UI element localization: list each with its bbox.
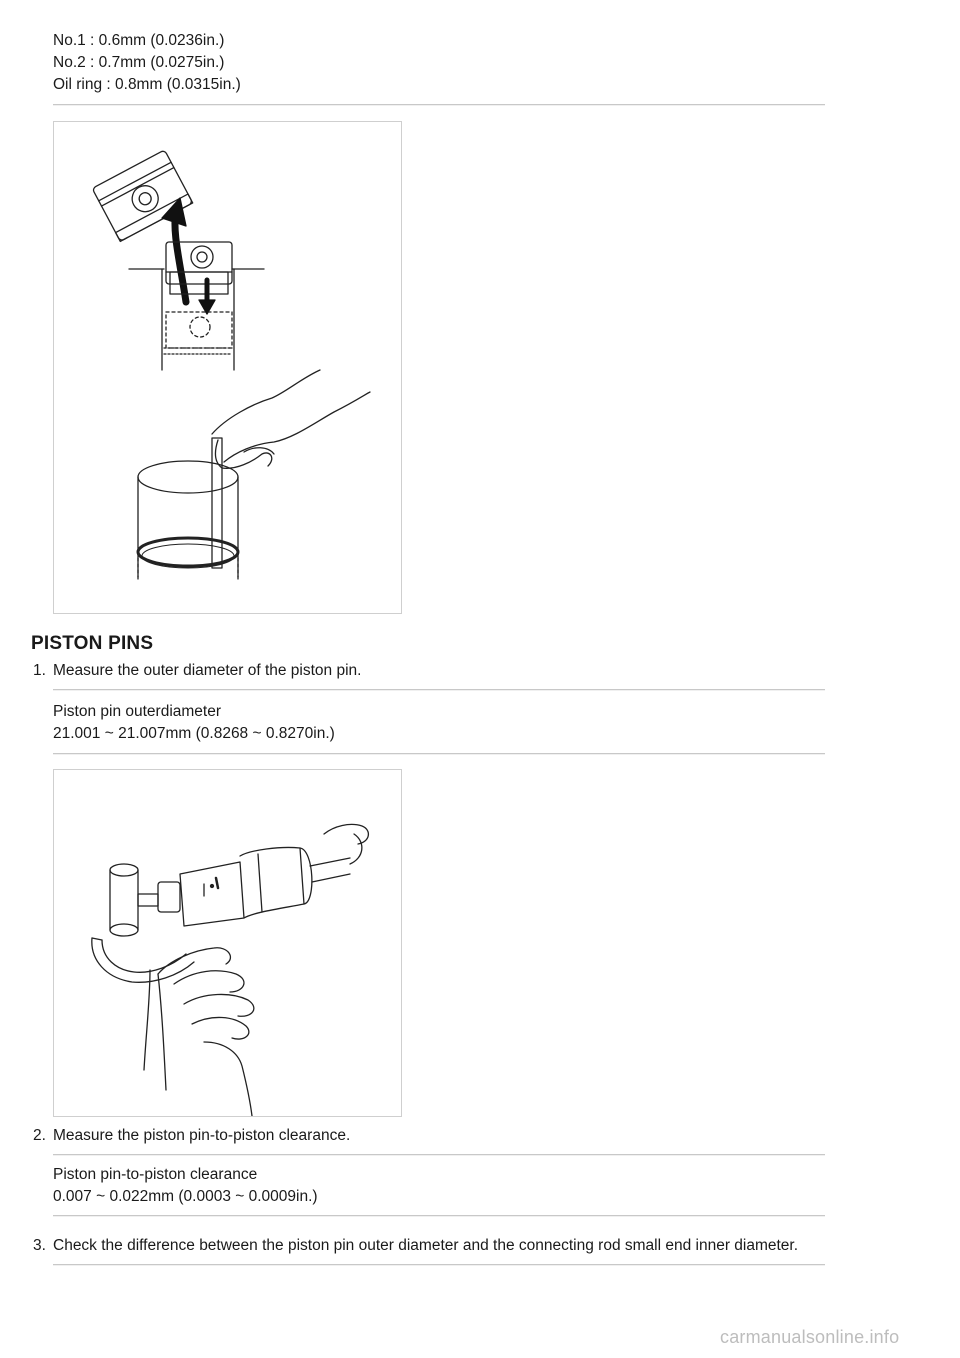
step-number: 2.: [33, 1127, 46, 1144]
spec-value: 21.001 ~ 21.007mm (0.8268 ~ 0.8270in.): [53, 725, 335, 742]
divider: [53, 689, 825, 691]
ring-gap-no2: No.2 : 0.7mm (0.0275in.): [53, 54, 225, 71]
step-text: Check the difference between the piston pin outer diameter and the connecting rod small end inner diameter.: [53, 1237, 799, 1254]
step-number: 1.: [33, 662, 46, 679]
spec-value: 0.007 ~ 0.022mm (0.0003 ~ 0.0009in.): [53, 1188, 318, 1205]
ring-gap-no1: No.1 : 0.6mm (0.0236in.): [53, 32, 225, 49]
divider: [53, 753, 825, 755]
step-text: Measure the outer diameter of the piston pin.: [53, 662, 362, 679]
step-number: 3.: [33, 1237, 46, 1254]
divider: [53, 104, 825, 106]
spec-label: Piston pin-to-piston clearance: [53, 1166, 258, 1183]
divider: [53, 1264, 825, 1266]
spec-label: Piston pin outerdiameter: [53, 703, 222, 720]
divider: [53, 1154, 825, 1156]
divider: [53, 1215, 825, 1217]
micrometer-measuring-piston-pin-illustration: [54, 770, 401, 1116]
piston-ring-gap-figure: [53, 121, 402, 614]
piston-ring-gap-measurement-illustration: [54, 122, 401, 613]
ring-gap-oil-ring: Oil ring : 0.8mm (0.0315in.): [53, 76, 241, 93]
step-text: Measure the piston pin-to-piston clearance.: [53, 1127, 351, 1144]
section-title: PISTON PINS: [31, 633, 154, 654]
watermark: carmanualsonline.info: [720, 1327, 900, 1347]
micrometer-figure: [53, 769, 402, 1117]
